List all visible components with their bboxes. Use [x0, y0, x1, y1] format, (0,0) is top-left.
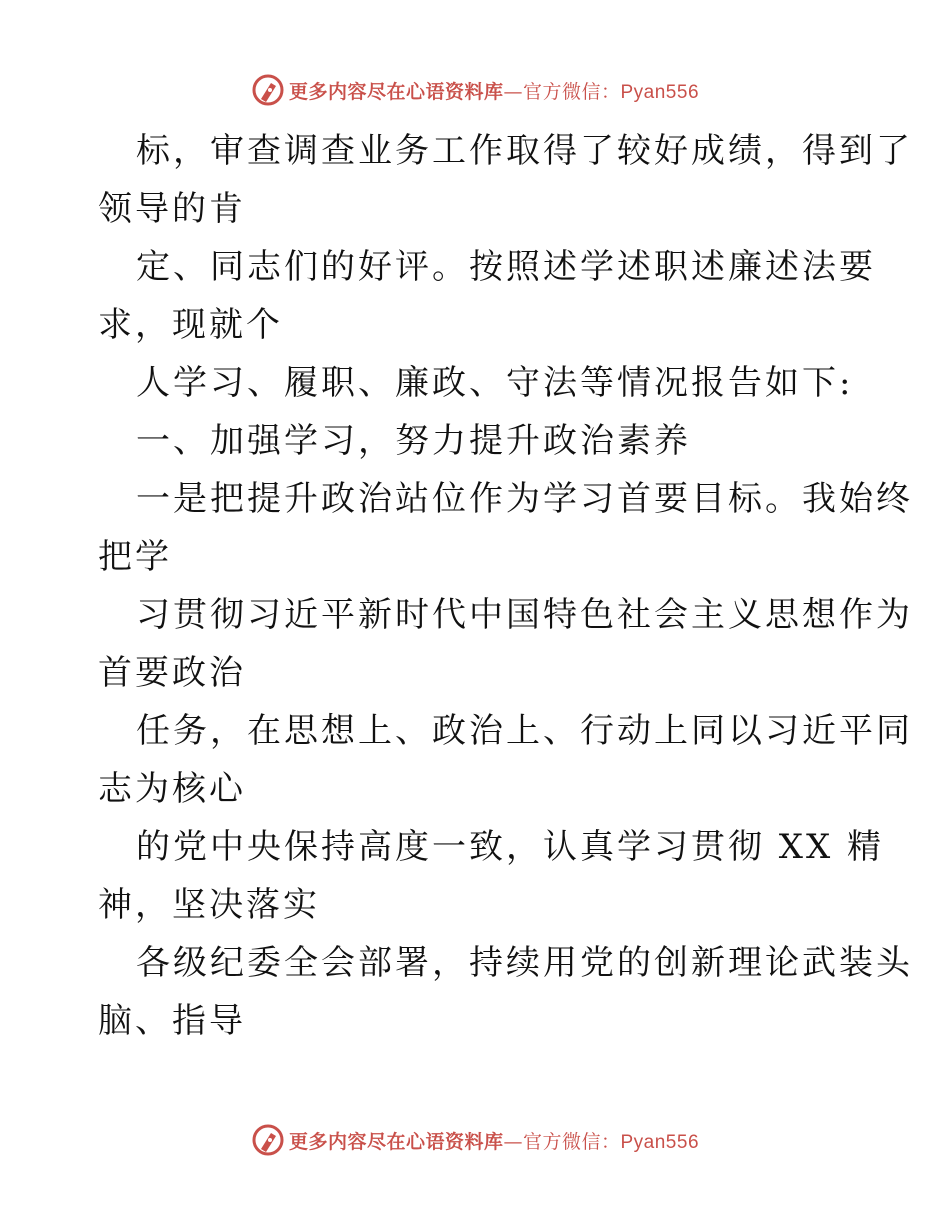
- footer-watermark-banner: [0, 1120, 950, 1160]
- text-line: 求，现就个: [98, 305, 283, 345]
- pen-nib-logo-icon: [251, 1123, 285, 1157]
- watermark-text: 更多内容尽在心语资料库—官方微信：Pyan556: [288, 80, 700, 103]
- text-line: 志为核心: [98, 769, 246, 809]
- text-line: 领导的肯: [98, 189, 246, 229]
- text-line: 的党中央保持高度一致，认真学习贯彻 XX 精: [136, 827, 885, 867]
- text-line: 神，坚决落实: [98, 885, 320, 925]
- section-heading: 一、加强学习，努力提升政治素养: [136, 421, 691, 461]
- document-body: [98, 122, 913, 1050]
- text-line: 任务，在思想上、政治上、行动上同以习近平同: [136, 711, 913, 751]
- header-watermark-banner: [0, 70, 950, 110]
- watermark-text: 更多内容尽在心语资料库—官方微信：Pyan556: [288, 1130, 700, 1153]
- text-line: 首要政治: [98, 653, 246, 693]
- text-line: 一是把提升政治站位作为学习首要目标。我始终: [136, 479, 913, 519]
- text-line: 人学习、履职、廉政、守法等情况报告如下:: [136, 363, 854, 403]
- text-line: 各级纪委全会部署，持续用党的创新理论武装头: [136, 943, 913, 983]
- text-line: 标，审查调查业务工作取得了较好成绩，得到了: [136, 131, 913, 171]
- text-line: 脑、指导: [98, 1001, 246, 1041]
- text-line: 定、同志们的好评。按照述学述职述廉述法要: [136, 247, 876, 287]
- pen-nib-logo-icon: [251, 73, 285, 107]
- text-line: 把学: [98, 537, 172, 577]
- text-line: 习贯彻习近平新时代中国特色社会主义思想作为: [136, 595, 913, 635]
